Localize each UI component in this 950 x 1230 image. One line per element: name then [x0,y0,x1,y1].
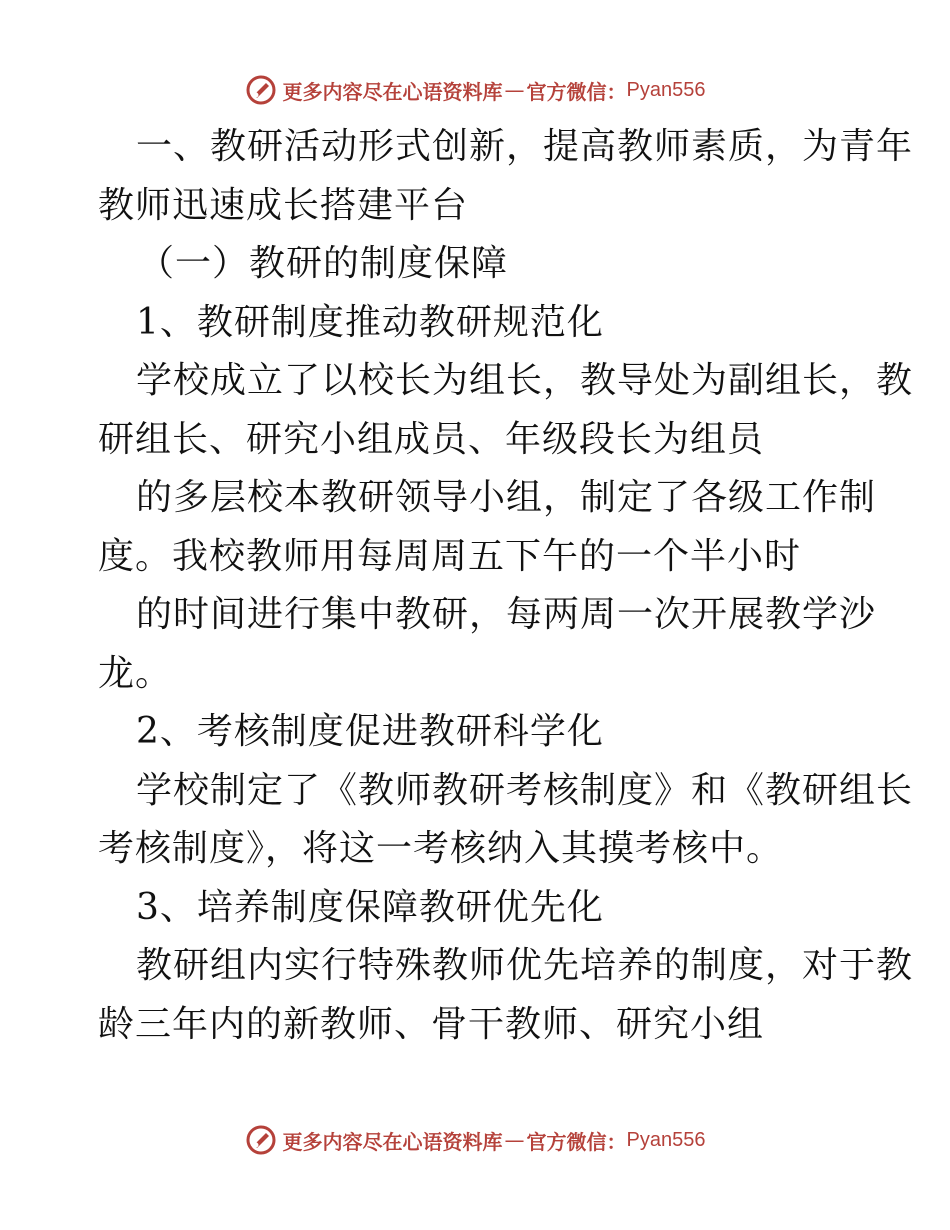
heading-item-3: 3、培养制度保障教研优先化 [136,886,604,928]
logo-icon [245,1124,277,1156]
paragraph-line: 度。我校教师用每周周五下午的一个半小时 [98,535,802,577]
footer-watermark [0,1120,950,1160]
watermark-text: 更多内容尽在心语资料库 [282,1129,503,1154]
watermark-wechat-label: 官方微信： [526,79,627,104]
watermark-wechat-id: Pyan556 [626,78,706,101]
heading-item-2: 2、考核制度促进教研科学化 [136,711,604,752]
paragraph-line: 学校成立了以校长为组长，教导处为副组长，教 [136,360,914,401]
paragraph-line: 研组长、研究小组成员、年级段长为组员 [98,418,765,460]
watermark-text: 更多内容尽在心语资料库 [282,79,503,104]
paragraph-line: 的多层校本教研领导小组，制定了各级工作制 [136,477,877,518]
logo-icon [245,74,277,106]
paragraph-line: 龄三年内的新教师、骨干教师、研究小组 [98,1003,765,1045]
paragraph-line: 龙。 [98,652,173,694]
paragraph-line: 教研组内实行特殊教师优先培养的制度，对于教 [136,945,914,986]
paragraph-line: 的时间进行集中教研，每两周一次开展教学沙 [136,594,877,635]
watermark-separator: — [504,1128,525,1152]
watermark-wechat-label: 官方微信： [526,1129,627,1154]
paragraph-line: 学校制定了《教师教研考核制度》和《教研组长 [136,769,914,811]
paragraph-line: 考核制度》，将这一考核纳入其摸考核中。 [98,828,784,869]
heading-level-2: （一）教研的制度保障 [138,243,509,284]
heading-level-1-continued: 教师迅速成长搭建平台 [98,184,469,226]
document-body [98,118,914,1054]
heading-level-1: 一、教研活动形式创新，提高教师素质，为青年 [136,126,914,167]
watermark-wechat-id: Pyan556 [626,1128,706,1151]
heading-item-1: 1、教研制度推动教研规范化 [136,301,604,343]
watermark-separator: — [504,78,525,102]
header-watermark [0,70,950,110]
